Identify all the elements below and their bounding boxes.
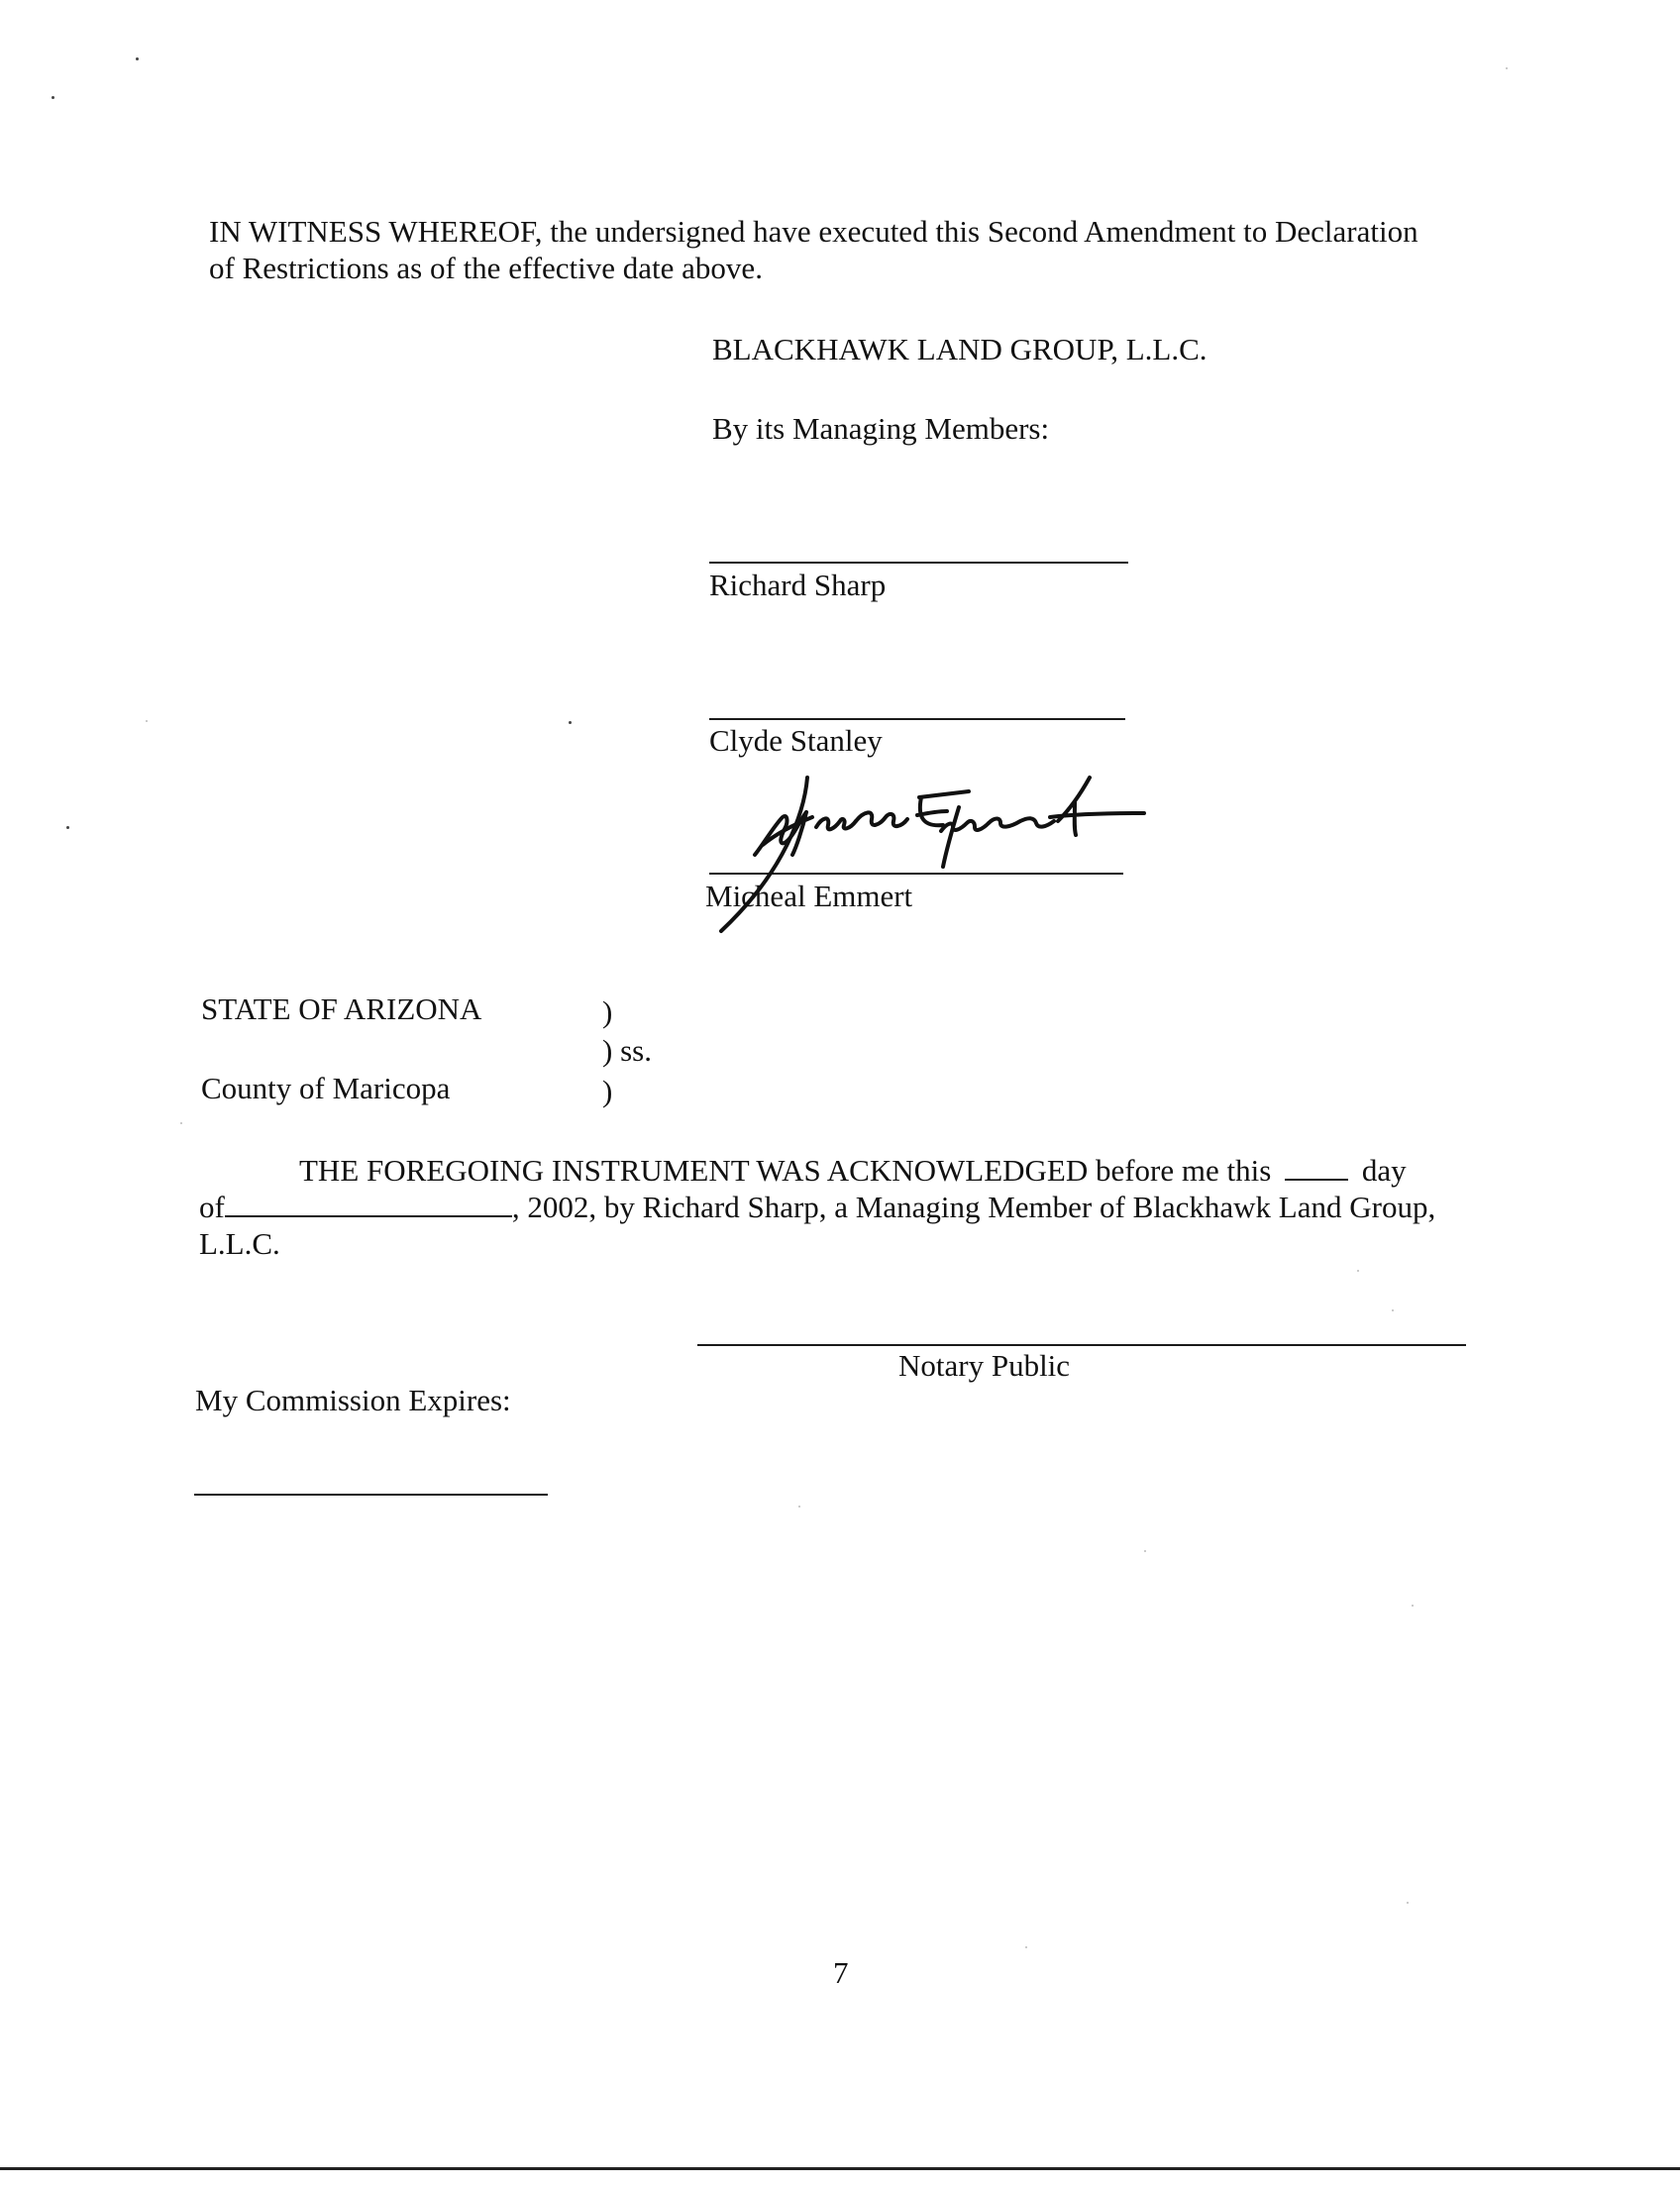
venue-paren-top: ) — [602, 994, 613, 1029]
notary-signature-line[interactable] — [697, 1344, 1466, 1346]
commission-expires-line[interactable] — [194, 1494, 548, 1496]
commission-expires-label: My Commission Expires: — [195, 1383, 511, 1417]
scan-speck — [52, 96, 54, 99]
acknowledgment-line-2 — [199, 1189, 1435, 1225]
scan-speck — [1357, 1270, 1359, 1272]
acknowledgment-line-3: L.L.C. — [199, 1226, 280, 1261]
acknowledgment-of-label: of — [199, 1190, 225, 1224]
scan-speck — [1506, 67, 1508, 69]
scan-speck — [1144, 1550, 1146, 1552]
notary-public-label: Notary Public — [898, 1348, 1071, 1383]
scan-speck — [66, 826, 69, 829]
witness-line-2: of Restrictions as of the effective date above. — [209, 251, 763, 285]
witness-line-1: IN WITNESS WHEREOF, the undersigned have executed this Second Amendment to Declaration — [209, 214, 1418, 249]
scan-speck — [1392, 1309, 1394, 1311]
venue-state: STATE OF ARIZONA — [201, 991, 482, 1026]
signature-line-clyde-stanley[interactable] — [709, 718, 1125, 720]
acknowledgment-line-1 — [299, 1152, 1407, 1189]
scan-bottom-edge — [0, 2167, 1680, 2170]
day-blank[interactable] — [1285, 1155, 1348, 1181]
signature-line-richard-sharp[interactable] — [709, 562, 1128, 564]
page-number: 7 — [833, 1955, 849, 1990]
company-name: BLACKHAWK LAND GROUP, L.L.C. — [712, 332, 1208, 366]
scan-speck — [180, 1122, 182, 1124]
acknowledgment-day-label: day — [1361, 1153, 1407, 1188]
scan-speck — [569, 721, 572, 724]
venue-paren-ss: ) ss. — [602, 1033, 652, 1068]
scan-speck — [1025, 1946, 1027, 1948]
scan-speck — [146, 720, 148, 722]
month-blank[interactable] — [225, 1192, 512, 1217]
signatory-name-richard-sharp: Richard Sharp — [709, 568, 887, 602]
scan-speck — [1407, 1902, 1409, 1904]
signatory-name-micheal-emmert: Micheal Emmert — [705, 879, 913, 913]
scan-speck — [798, 1506, 800, 1508]
venue-paren-bottom: ) — [602, 1074, 613, 1108]
acknowledgment-year-text: , 2002, by Richard Sharp, a Managing Member of Blackhawk Land Group, — [511, 1190, 1436, 1224]
signatory-name-clyde-stanley: Clyde Stanley — [709, 723, 883, 758]
venue-county: County of Maricopa — [201, 1071, 451, 1105]
handwritten-signature-emmert — [693, 768, 1159, 941]
acknowledgment-text: THE FOREGOING INSTRUMENT WAS ACKNOWLEDGED before me this — [299, 1153, 1272, 1188]
scan-speck — [1412, 1605, 1414, 1607]
scan-speck — [136, 57, 139, 60]
managing-members-label: By its Managing Members: — [712, 411, 1050, 446]
